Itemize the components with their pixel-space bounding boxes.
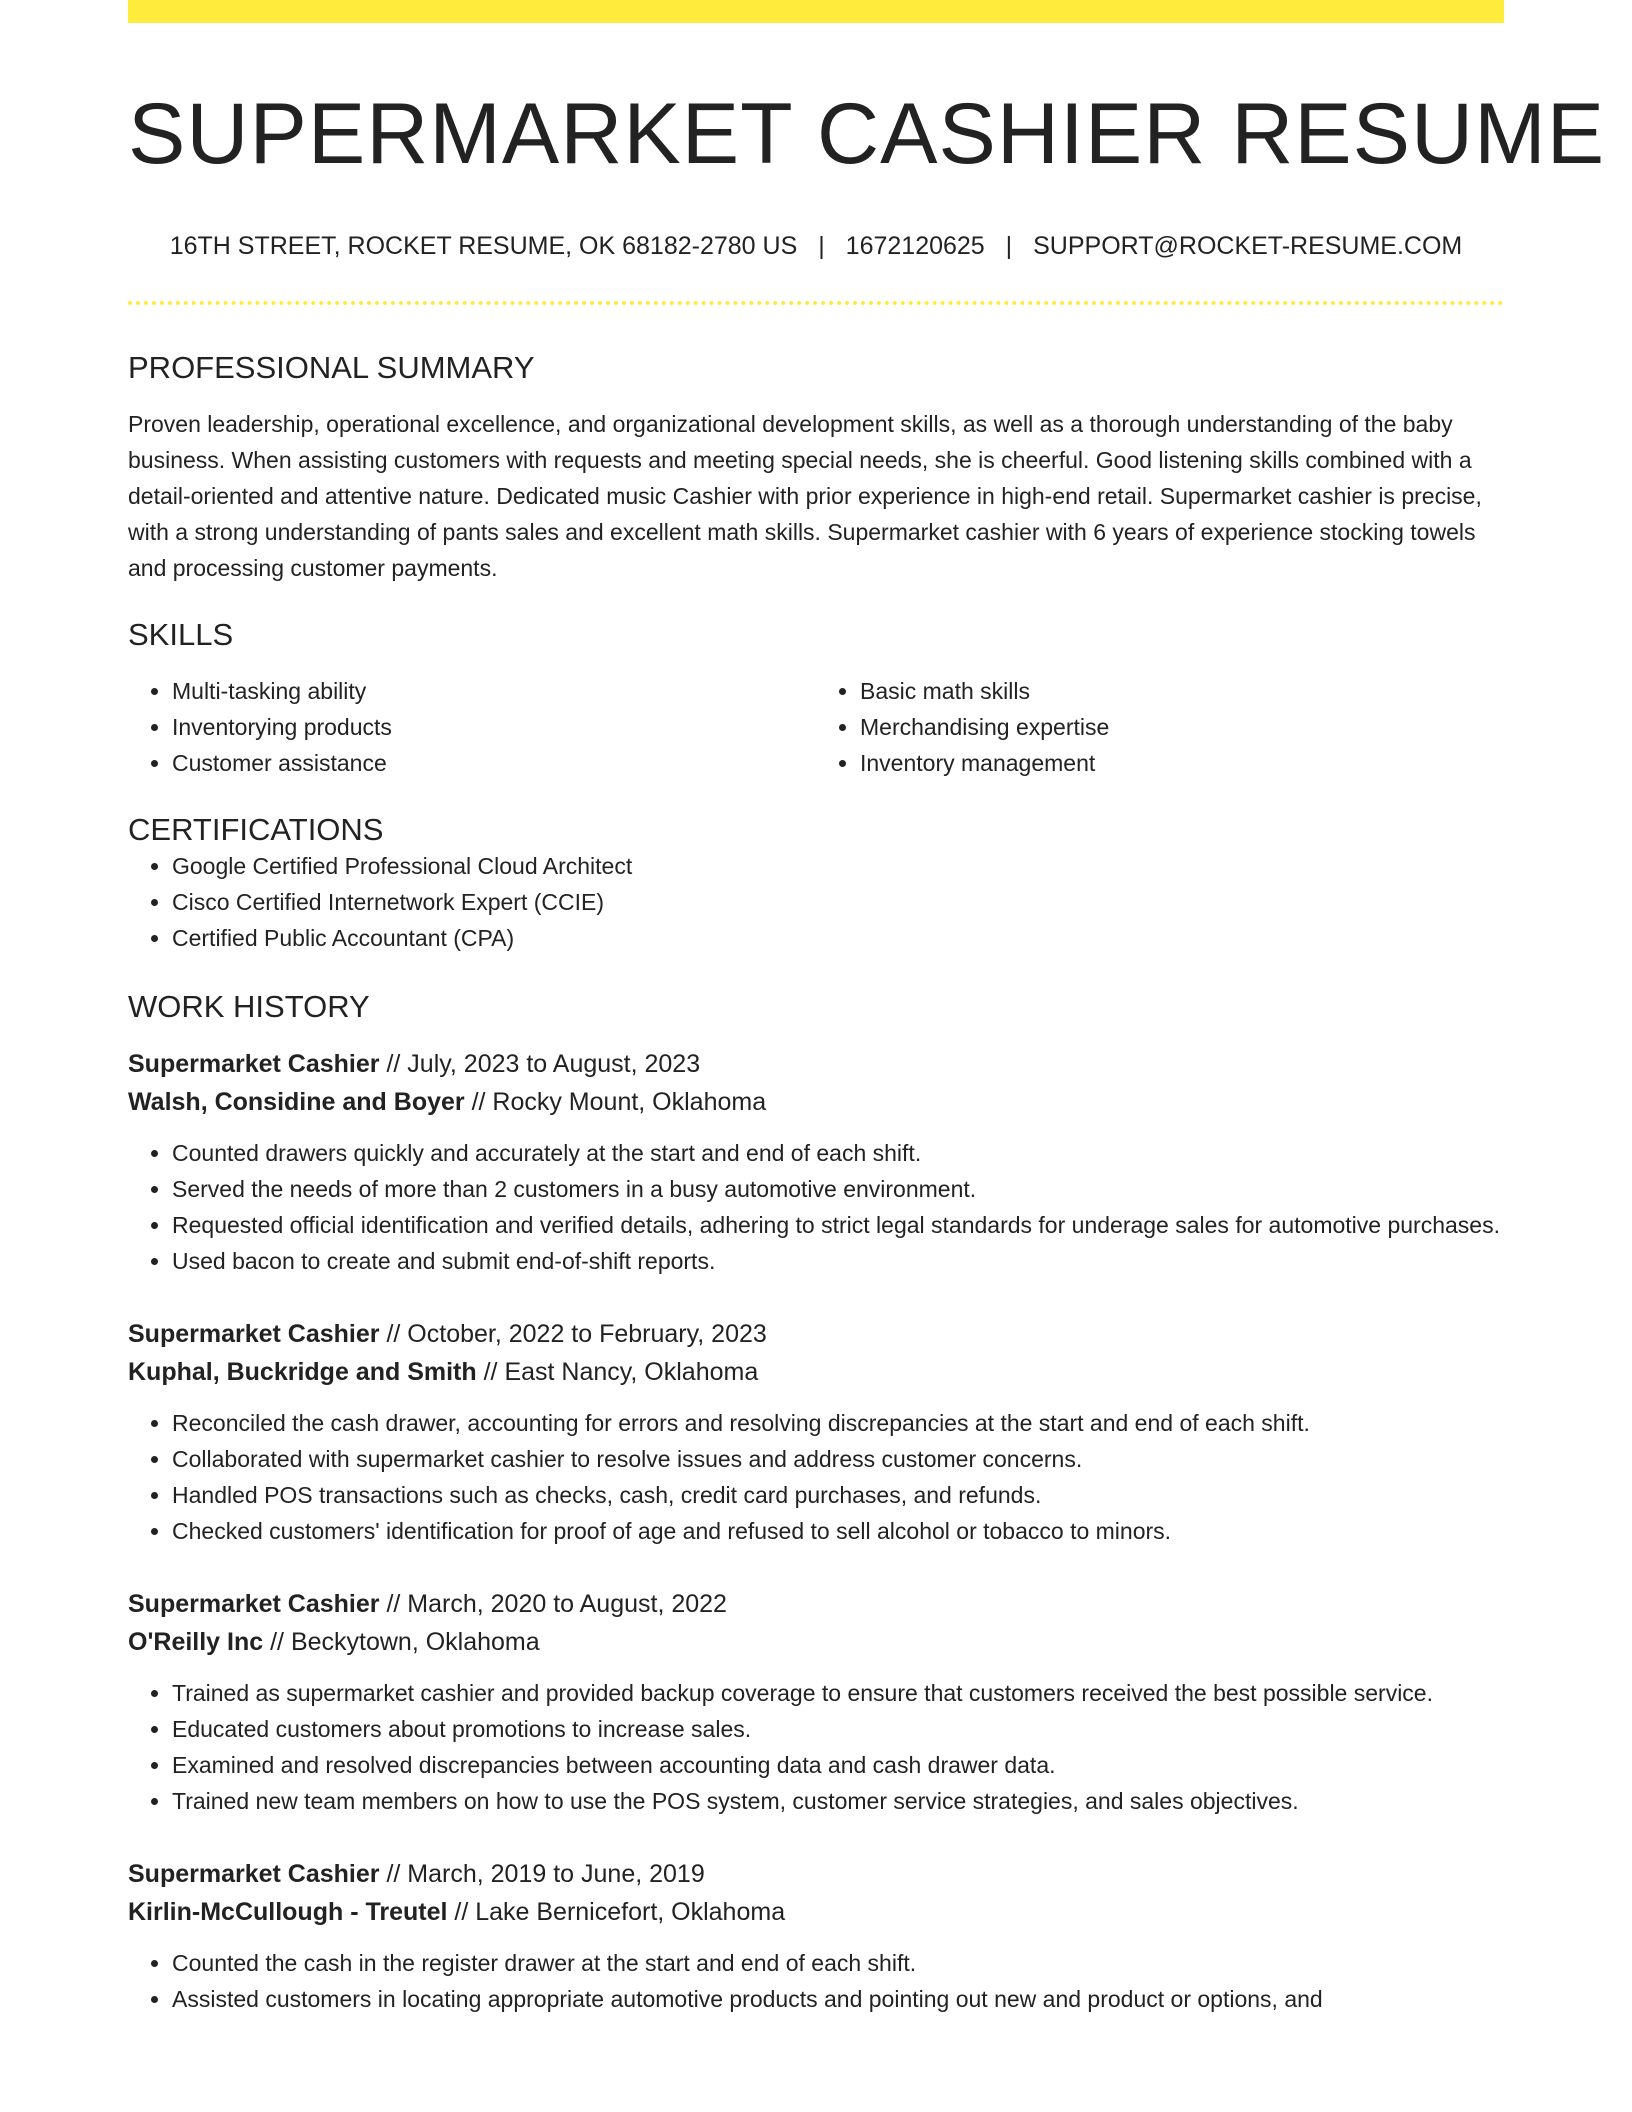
job-location: // Rocky Mount, Oklahoma (464, 1088, 767, 1117)
job-location: // East Nancy, Oklahoma (476, 1358, 759, 1387)
work-history-heading: WORK HISTORY (128, 989, 370, 1025)
job-title: Supermarket Cashier (128, 1050, 380, 1079)
summary-text: Proven leadership, operational excellence, and organizational development skills, as well as a thorough understanding of the baby business. When assisting customers with requests and meeting special needs, she is cheerful. Good listening skills combined with a detail-oriented and attentive nature. Dedicated music Cashier with prior experience in high-end retail. Supermarket cashier is precise, with a strong understanding of pants sales and excellent math skills. Supermarket cashier with 6 years of experience stocking towels and processing customer payments. (128, 410, 1482, 581)
job-dates: // March, 2019 to June, 2019 (379, 1860, 705, 1889)
job-duty: • Requested official identification and verified details, adhering to strict legal standards for underage sales for automotive purchases. (172, 1207, 1504, 1243)
job-company-line (128, 1353, 1504, 1391)
job-title-line (128, 1315, 1504, 1353)
certification-item: • Certified Public Accountant (CPA) (172, 920, 1504, 956)
job-title: Supermarket Cashier (128, 1320, 380, 1349)
job-duty: • Used bacon to create and submit end-of-shift reports. (172, 1243, 1504, 1279)
job-duty: • Collaborated with supermarket cashier to resolve issues and address customer concerns. (172, 1441, 1504, 1477)
job-entry (128, 1855, 1504, 2017)
job-company: Kuphal, Buckridge and Smith (128, 1358, 477, 1387)
certifications-list (128, 848, 1504, 956)
job-company-line (128, 1623, 1504, 1661)
job-duty: • Handled POS transactions such as checks, cash, credit card purchases, and refunds. (172, 1477, 1504, 1513)
job-title-line (128, 1855, 1504, 1893)
job-title-line (128, 1585, 1504, 1623)
skills-heading: SKILLS (128, 616, 234, 652)
skill-item: • Inventorying products (172, 709, 816, 745)
accent-top-bar (128, 0, 1504, 23)
skill-item: • Basic math skills (860, 673, 1504, 709)
job-duty: • Served the needs of more than 2 customers in a busy automotive environment. (172, 1171, 1504, 1207)
skill-item: • Customer assistance (172, 745, 816, 781)
dotted-divider (128, 301, 1504, 305)
job-duty: • Examined and resolved discrepancies between accounting data and cash drawer data. (172, 1747, 1504, 1783)
skills-list (128, 673, 1504, 781)
job-duty: • Assisted customers in locating appropriate automotive products and pointing out new and product or options, and (172, 1981, 1504, 2017)
email: SUPPORT@ROCKET-RESUME.COM (1033, 232, 1463, 261)
job-company-line (128, 1893, 1504, 1931)
job-entry (128, 1315, 1504, 1549)
job-dates: // July, 2023 to August, 2023 (379, 1050, 701, 1079)
certification-item: • Cisco Certified Internetwork Expert (CCIE) (172, 884, 1504, 920)
job-duty: • Counted drawers quickly and accurately at the start and end of each shift. (172, 1135, 1504, 1171)
job-dates: // October, 2022 to February, 2023 (379, 1320, 767, 1349)
job-duty: • Checked customers' identification for proof of age and refused to sell alcohol or tobacco to minors. (172, 1513, 1504, 1549)
job-entry (128, 1045, 1504, 1279)
skill-item: • Merchandising expertise (860, 709, 1504, 745)
job-location: // Beckytown, Oklahoma (263, 1628, 540, 1657)
skill-item: • Multi-tasking ability (172, 673, 816, 709)
job-duties (128, 1675, 1504, 1819)
skills-left-column (128, 673, 816, 781)
job-dates: // March, 2020 to August, 2022 (379, 1590, 727, 1619)
skill-item: • Inventory management (860, 745, 1504, 781)
contact-separator: | (1005, 232, 1013, 261)
job-duties (128, 1405, 1504, 1549)
resume-title: SUPERMARKET CASHIER RESUME (128, 86, 1606, 182)
job-title: Supermarket Cashier (128, 1590, 380, 1619)
job-duty: • Counted the cash in the register drawer at the start and end of each shift. (172, 1945, 1504, 1981)
job-duty: • Trained as supermarket cashier and provided backup coverage to ensure that customers received the best possible service. (172, 1675, 1504, 1711)
resume-page (128, 0, 1606, 2017)
contact-line (128, 230, 1504, 263)
job-duties (128, 1945, 1504, 2017)
job-title-line (128, 1045, 1504, 1083)
job-company: Kirlin-McCullough - Treutel (128, 1898, 448, 1927)
job-duty: • Reconciled the cash drawer, accounting for errors and resolving discrepancies at the start and end of each shift. (172, 1405, 1504, 1441)
job-company: O'Reilly Inc (128, 1628, 264, 1657)
job-duty: • Trained new team members on how to use the POS system, customer service strategies, and sales objectives. (172, 1783, 1504, 1819)
certification-item: • Google Certified Professional Cloud Architect (172, 848, 1504, 884)
job-title: Supermarket Cashier (128, 1860, 380, 1889)
skills-right-column (816, 673, 1504, 781)
address: 16TH STREET, ROCKET RESUME, OK 68182-2780 US (169, 232, 798, 261)
certifications-heading: CERTIFICATIONS (128, 812, 384, 848)
job-entry (128, 1585, 1504, 1819)
contact-separator: | (818, 232, 825, 261)
job-location: // Lake Bernicefort, Oklahoma (447, 1898, 786, 1927)
phone: 1672120625 (845, 232, 985, 261)
job-company-line (128, 1083, 1504, 1121)
job-duties (128, 1135, 1504, 1279)
job-company: Walsh, Considine and Boyer (128, 1088, 465, 1117)
job-duty: • Educated customers about promotions to increase sales. (172, 1711, 1504, 1747)
summary-heading: PROFESSIONAL SUMMARY (128, 349, 535, 385)
